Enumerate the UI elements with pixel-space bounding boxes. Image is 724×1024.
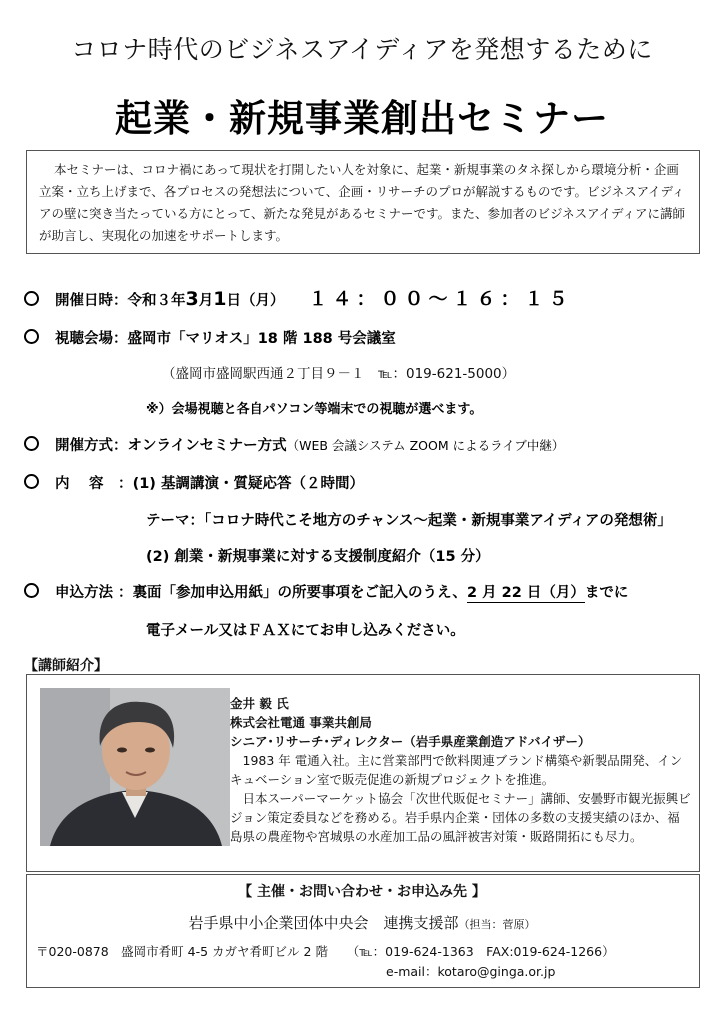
method-row <box>24 434 564 455</box>
lecturer-bio-1: 1983 年 電通入社。主に営業部門で飲料関連ブランド構築や新製品開発、インキュベーション室で販売促進の新規プロジェクトを推進。 <box>230 753 683 787</box>
method-note: （WEB 会議システム ZOOM によるライブ中継） <box>286 438 565 453</box>
apply-row <box>24 581 628 602</box>
apply-line2: 電子メール又はＦＡＸにてお申し込みください。 <box>146 623 465 639</box>
content-item2: (2) 創業・新規事業に対する支援制度紹介（15 分） <box>146 549 490 565</box>
contact-email[interactable]: e-mail：kotaro@ginga.or.jp <box>386 964 556 979</box>
date-weekday: （月） <box>240 293 285 309</box>
page-subtitle: コロナ時代のビジネスアイディアを発想するために <box>71 35 653 64</box>
intro-text: 本セミナーは、コロナ禍にあって現状を打開したい人を対象に、起業・新規事業のタネ探しから環境分析・企画立案・立ち上げまで、各プロセスの発想法について、企画・リサーチのプロが解説するものです。ビジネスアイディアの壁に突き当たっている方にとって、新たな発見があるセミナーです。また、参加者のビジネスアイディアに講師が助言し、実現化の加速をサポートします。 <box>26 150 700 254</box>
apply-label: 申込方法 ： <box>55 585 133 601</box>
venue-address: （盛岡市盛岡駅西通２丁目９－１ ℡：019-621-5000） <box>162 366 516 382</box>
date-month-unit: 月 <box>198 293 214 309</box>
lecturer-bio-2: 日本スーパーマーケット協会「次世代販促セミナー」講師、安曇野市観光振興ビジョン策定委員などを務める。岩手県内企業・団体の多数の支援実績のほか、福島県の農産物や宮城県の水産加工品の風評被害対策・販路開拓にも尽力。 <box>230 791 691 844</box>
contact-org: 岩手県中小企業団体中央会 連携支援部 <box>188 914 459 932</box>
date-time: １４：００〜１６：１５ <box>308 288 573 310</box>
content-theme: テーマ：「コロナ時代こそ地方のチャンス〜起業・新規事業アイディアの発想術」 <box>146 513 672 529</box>
apply-text-a: 裏面「参加申込用紙」の所要事項をご記入のうえ、 <box>132 585 467 601</box>
date-day: 1 <box>213 288 227 310</box>
date-day-unit: 日 <box>226 293 241 309</box>
contact-org-row <box>0 912 724 933</box>
circle-bullet-icon <box>24 329 39 344</box>
page-title: 起業・新規事業創出セミナー <box>115 97 609 140</box>
date-month: 3 <box>185 288 199 310</box>
lecturer-photo <box>40 688 230 846</box>
circle-bullet-icon <box>24 583 39 598</box>
date-era: 令和３年 <box>127 293 186 309</box>
circle-bullet-icon <box>24 474 39 489</box>
date-label: 開催日時： <box>55 293 128 309</box>
lecturer-section-title: 【講師紹介】 <box>24 658 108 674</box>
circle-bullet-icon <box>24 291 39 306</box>
venue-row <box>24 327 396 348</box>
content-row <box>24 472 364 493</box>
lecturer-name: 金井 毅 氏 <box>230 696 289 711</box>
venue-note: ※）会場視聴と各自パソコン等端末での視聴が選べます。 <box>146 402 483 417</box>
method-value: オンラインセミナー方式 <box>127 438 287 454</box>
contact-person: （担当：菅原） <box>458 918 536 931</box>
content-item1: (1) 基調講演・質疑応答（２時間） <box>132 476 364 492</box>
lecturer-portrait-image <box>40 688 230 846</box>
lecturer-company: 株式会社電通 事業共創局 <box>230 715 372 730</box>
method-label: 開催方式： <box>55 438 128 454</box>
venue-value: 盛岡市「マリオス」18 階 188 号会議室 <box>127 331 396 347</box>
contact-title: 【 主催・お問い合わせ・お申込み先 】 <box>238 884 486 900</box>
venue-label: 視聴会場： <box>55 331 128 347</box>
contact-address: 〒020-0878 盛岡市肴町 4-5 カガヤ肴町ビル 2 階 （℡：019-624-1363 FAX:019-624-1266） <box>36 944 615 959</box>
content-label: 内 容 ： <box>55 476 133 492</box>
circle-bullet-icon <box>24 436 39 451</box>
apply-deadline: 2 月 22 日（月） <box>466 585 585 601</box>
date-row <box>24 284 572 311</box>
lecturer-role: シニア･リサーチ･ディレクター（岩手県産業創造アドバイザー） <box>230 734 591 749</box>
lecturer-bio <box>230 694 692 846</box>
apply-text-b: までに <box>584 585 629 601</box>
